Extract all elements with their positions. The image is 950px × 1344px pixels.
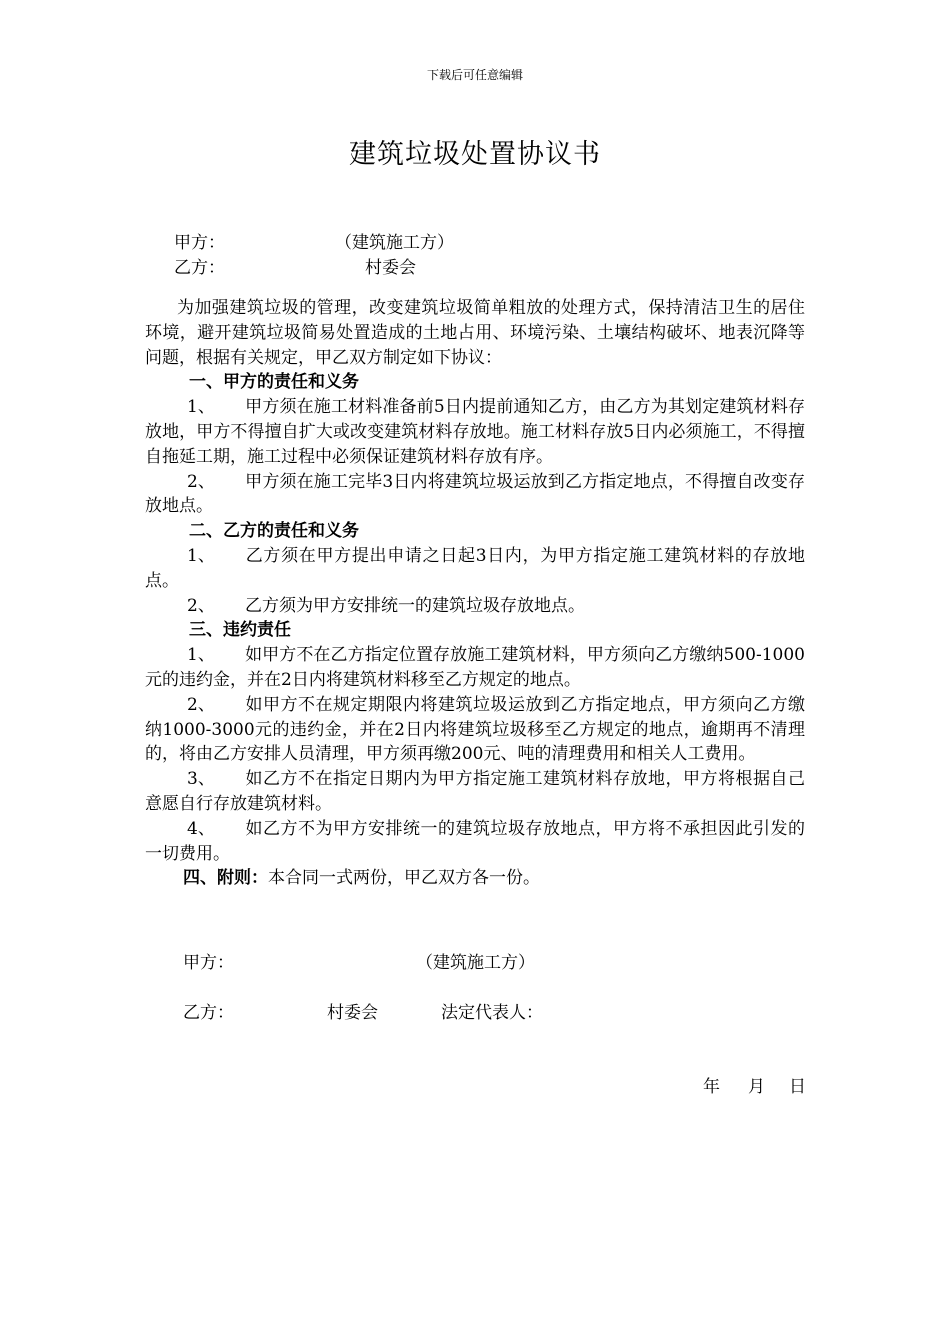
- item-number: 1、: [187, 545, 215, 566]
- item-number: 2、: [187, 471, 215, 492]
- appendix-label: 四、附则：: [183, 868, 268, 889]
- signature-party-a-label: 甲方：: [183, 953, 234, 973]
- item-number: 3、: [187, 769, 215, 790]
- signature-party-a-value: （建筑施工方）: [416, 953, 535, 973]
- section-heading-1: 一、甲方的责任和义务: [189, 372, 359, 393]
- item-text: 甲方须在施工材料准备前5日内提前通知乙方，由乙方为其划定建筑材料存放地，甲方不得擅自扩大或改变建筑材料存放地。施工材料存放5日内必须施工，不得擅自拖延工期，施工过程中必须保证建筑材料存放有序。: [145, 397, 805, 467]
- item-text: 如甲方不在规定期限内将建筑垃圾运放到乙方指定地点，甲方须向乙方缴纳1000-3000元的违约金，并在2日内将建筑垃圾移至乙方规定的地点，逾期再不清理的，将由乙方安排人员清理，甲方须再缴200元、吨的清理费用和相关人工费用。: [145, 694, 805, 765]
- list-item: [145, 395, 805, 469]
- list-item: [145, 817, 805, 867]
- appendix-text: 本合同一式两份，甲乙双方各一份。: [268, 868, 540, 889]
- section-heading-2: 二、乙方的责任和义务: [189, 521, 359, 542]
- item-number: 1、: [187, 397, 215, 418]
- list-item: [145, 693, 805, 767]
- party-a-label: 甲方：: [174, 233, 225, 253]
- intro-paragraph: 为加强建筑垃圾的管理，改变建筑垃圾简单粗放的处理方式，保持清洁卫生的居住环境，避开建筑垃圾简易处置造成的土地占用、环境污染、土壤结构破坏、地表沉降等问题，根据有关规定，甲乙双方制定如下协议：: [145, 298, 805, 368]
- item-number: 1、: [187, 645, 215, 666]
- list-item: [145, 470, 805, 520]
- header-note: 下载后可任意编辑: [426, 68, 523, 82]
- section-heading-3: 三、违约责任: [189, 620, 291, 641]
- party-a-value: （建筑施工方）: [335, 233, 454, 253]
- list-item: [145, 767, 805, 817]
- item-text: 乙方须为甲方安排统一的建筑垃圾存放地点。: [245, 595, 585, 616]
- date-day: 日: [789, 1077, 806, 1097]
- item-text: 甲方须在施工完毕3日内将建筑垃圾运放到乙方指定地点，不得擅自改变存放地点。: [145, 471, 805, 517]
- item-text: 如乙方不为甲方安排统一的建筑垃圾存放地点，甲方将不承担因此引发的一切费用。: [145, 818, 805, 864]
- party-b-label: 乙方：: [174, 258, 225, 278]
- list-item: [145, 544, 805, 594]
- party-b-value: 村委会: [365, 258, 416, 278]
- list-item: [145, 594, 805, 619]
- signature-party-b-value: 村委会: [327, 1003, 378, 1023]
- item-number: 2、: [187, 595, 215, 616]
- item-text: 如甲方不在乙方指定位置存放施工建筑材料，甲方须向乙方缴纳500-1000元的违约金，并在2日内将建筑材料移至乙方规定的地点。: [145, 645, 805, 690]
- legal-representative-label: 法定代表人：: [441, 1003, 543, 1023]
- agreement-body: [145, 296, 805, 891]
- list-item: [145, 643, 805, 693]
- item-text: 乙方须在甲方提出申请之日起3日内，为甲方指定施工建筑材料的存放地点。: [145, 545, 805, 591]
- item-number: 2、: [187, 694, 215, 715]
- date-year: 年: [703, 1077, 720, 1097]
- date-month: 月: [748, 1077, 765, 1097]
- appendix-paragraph: [145, 866, 805, 891]
- document-title: 建筑垃圾处置协议书: [349, 139, 601, 170]
- signature-party-b-label: 乙方：: [183, 1003, 234, 1023]
- item-number: 4、: [187, 818, 215, 839]
- item-text: 如乙方不在指定日期内为甲方指定施工建筑材料存放地，甲方将根据自己意愿自行存放建筑材料。: [145, 769, 805, 814]
